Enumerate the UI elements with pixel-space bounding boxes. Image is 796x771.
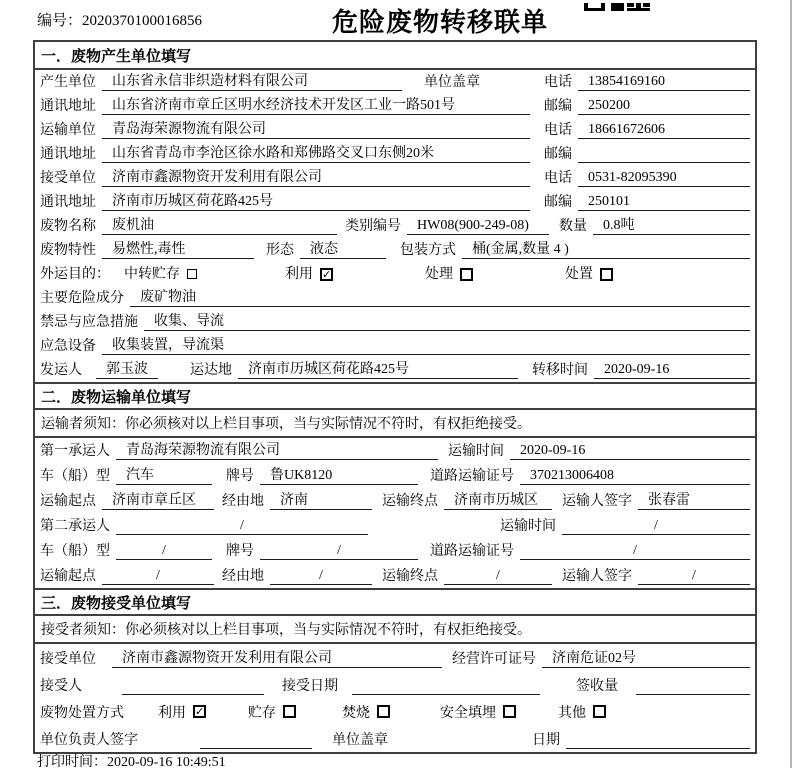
section-receiver (35, 588, 755, 752)
transporter-row (35, 118, 755, 142)
hazard-value: 废矿物油 (130, 286, 750, 307)
transfer-time-label: 转移时间 (532, 363, 588, 378)
page-title: 危险废物转移联单 (331, 8, 548, 37)
disposal-option-other: 其他 (558, 706, 586, 721)
zip-label: 邮编 (544, 147, 572, 162)
accepting-unit-row (35, 644, 755, 671)
purpose-label: 外运目的： (40, 267, 110, 282)
via-label: 经由地 (222, 569, 264, 584)
zip-label: 邮编 (544, 99, 572, 114)
form-value: 液态 (300, 238, 386, 259)
route2-row (35, 563, 755, 588)
accept-date-value (352, 694, 540, 695)
phone-label: 电话 (544, 171, 572, 186)
packing-label: 包装方式 (400, 243, 456, 258)
transport-time-label: 运输时间 (500, 519, 556, 534)
producer-value: 山东省永信非织造材料有限公司 (102, 70, 402, 91)
checkbox-disposal-other (593, 705, 606, 718)
transporter-address-value: 山东省青岛市李沧区徐水路和郑佛路交叉口东侧20米 (102, 142, 530, 163)
disposal-method-row (35, 698, 755, 725)
print-time: 打印时间：2020-09-16 10:49:51 (37, 755, 226, 770)
disposal-option-store: 贮存 (248, 706, 276, 721)
checkbox-use: ✓ (322, 267, 332, 281)
disposal-option-landfill: 安全填埋 (440, 706, 496, 721)
category-label: 类别编号 (345, 219, 401, 234)
checkbox-disposal-landfill (503, 705, 516, 718)
purpose-option-dispose: 处置 (565, 267, 593, 282)
disposal-option-incinerate: 焚烧 (342, 706, 370, 721)
endpoint2-value: / (444, 568, 552, 585)
zip-label: 邮编 (544, 195, 572, 210)
vehicle-type-label: 车（船）型 (40, 544, 110, 559)
receiver-row (35, 166, 755, 190)
receiver-address-value: 济南市历城区荷花路425号 (102, 190, 530, 211)
traits-label: 废物特性 (40, 243, 96, 258)
equipment-value: 收集装置，导流渠 (102, 334, 750, 355)
endpoint-label: 运输终点 (382, 494, 438, 509)
receiver-value: 济南市鑫源物资开发利用有限公司 (102, 166, 530, 187)
destination-value: 济南市历城区荷花路425号 (238, 358, 518, 379)
carrier2-value: / (116, 518, 368, 535)
acceptor-label: 接受人 (40, 679, 82, 694)
unit-seal-label: 单位盖章 (424, 75, 480, 90)
transport-time-label: 运输时间 (448, 444, 504, 459)
carrier2-label: 第二承运人 (40, 519, 110, 534)
checkbox-transfer-storage (187, 269, 197, 279)
taboo-measures-row (35, 310, 755, 334)
packing-value: 桶(金属,数量 4 ) (462, 238, 750, 259)
form-label: 形态 (266, 243, 294, 258)
transport-time2-value: / (562, 518, 750, 535)
receiver-address-row (35, 190, 755, 214)
via2-value: / (270, 568, 372, 585)
chief-signature-label: 单位负责人签字 (40, 733, 138, 748)
carrier2-row (35, 513, 755, 538)
emergency-equipment-row (35, 334, 755, 358)
transporter-address-row (35, 142, 755, 166)
producer-label: 产生单位 (40, 75, 96, 90)
origin-label: 运输起点 (40, 494, 96, 509)
accept-date-label: 接受日期 (282, 679, 338, 694)
checkbox-disposal-use: ✓ (195, 705, 205, 718)
carrier-sign-label: 运输人签字 (562, 494, 632, 509)
transporter-label: 运输单位 (40, 123, 96, 138)
accepting-unit-label: 接受单位 (40, 652, 96, 667)
phone-label: 电话 (544, 75, 572, 90)
carrier1-value: 青岛海荣源物流有限公司 (116, 439, 438, 460)
disposal-method-label: 废物处置方式 (40, 706, 124, 721)
address-label: 通讯地址 (40, 99, 96, 114)
chief-signature-value (200, 748, 312, 749)
transporter-phone-value: 18661672606 (578, 122, 750, 139)
vehicle1-value: 汽车 (116, 464, 212, 485)
taboo-value: 收集、导流 (144, 310, 750, 331)
purpose-option-treat: 处理 (425, 267, 453, 282)
via1-value: 济南 (270, 489, 372, 510)
page-edge-divider (790, 0, 792, 768)
road-license2-value: / (520, 543, 750, 560)
vehicle2-value: / (116, 543, 212, 560)
traits-value: 易燃性,毒性 (102, 238, 254, 259)
permit-label: 经营许可证号 (452, 652, 536, 667)
vehicle1-row (35, 463, 755, 488)
carrier2-sign-value: / (638, 568, 750, 585)
received-amount-label: 签收量 (576, 679, 618, 694)
destination-label: 运达地 (190, 363, 232, 378)
via-label: 经由地 (222, 494, 264, 509)
quantity-value: 0.8吨 (593, 214, 750, 235)
route1-row (35, 488, 755, 513)
producer-zip-value: 250200 (578, 98, 750, 115)
permit-value: 济南危证02号 (542, 647, 750, 668)
hazard-label: 主要危险成分 (40, 291, 124, 306)
unit-seal-label: 单位盖章 (332, 733, 388, 748)
accepting-unit-value: 济南市鑫源物资开发利用有限公司 (112, 647, 442, 668)
plate2-value: / (260, 543, 418, 560)
outbound-purpose-row (35, 262, 755, 286)
section2-header: 二．废物运输单位填写 (35, 382, 755, 410)
transporter-value: 青岛海荣源物流有限公司 (102, 118, 530, 139)
shipper-row (35, 358, 755, 382)
shipper-value: 郭玉波 (96, 358, 158, 379)
manifest-form (33, 40, 757, 754)
producer-address-row (35, 94, 755, 118)
origin1-value: 济南市章丘区 (102, 489, 214, 510)
phone-label: 电话 (544, 123, 572, 138)
hazard-components-row (35, 286, 755, 310)
section1-header: 一．废物产生单位填写 (35, 42, 755, 70)
checkbox-disposal-store (283, 705, 296, 718)
receiver-zip-value: 250101 (578, 194, 750, 211)
transport-time1-value: 2020-09-16 (510, 443, 750, 460)
disposal-option-use: 利用 (158, 706, 186, 721)
checkbox-dispose (600, 268, 613, 281)
road-license-label: 道路运输证号 (430, 469, 514, 484)
section-producer (35, 42, 755, 382)
qr-code-fragment-icon (584, 0, 650, 8)
road-license1-value: 370213006408 (520, 468, 750, 485)
section-transporter (35, 382, 755, 588)
date-value (566, 748, 750, 749)
checkbox-treat (460, 268, 473, 281)
carrier1-row (35, 438, 755, 463)
section3-header: 三．废物接受单位填写 (35, 588, 755, 616)
checkbox-disposal-incinerate (377, 705, 390, 718)
transfer-time-value: 2020-09-16 (594, 362, 750, 379)
acceptor-row (35, 671, 755, 698)
plate-label: 牌号 (226, 544, 254, 559)
quantity-label: 数量 (559, 219, 587, 234)
chief-signature-row (35, 725, 755, 752)
plate-label: 牌号 (226, 469, 254, 484)
acceptor-value (122, 694, 264, 695)
carrier1-sign-value: 张春雷 (638, 489, 750, 510)
address-label: 通讯地址 (40, 195, 96, 210)
waste-name-label: 废物名称 (40, 219, 96, 234)
taboo-label: 禁忌与应急措施 (40, 315, 138, 330)
category-value: HW08(900-249-08) (407, 218, 549, 235)
transporter-notice: 运输者须知：你必须核对以上栏目事项，当与实际情况不符时，有权拒绝接受。 (35, 410, 755, 438)
transporter-zip-value (578, 162, 750, 163)
vehicle2-row (35, 538, 755, 563)
receiver-phone-value: 0531-82095390 (578, 170, 750, 187)
road-license-label: 道路运输证号 (430, 544, 514, 559)
received-amount-value (636, 694, 750, 695)
equipment-label: 应急设备 (40, 339, 96, 354)
producer-phone-value: 13854169160 (578, 74, 750, 91)
endpoint1-value: 济南市历城区 (444, 489, 552, 510)
purpose-option-storage: 中转贮存 (124, 267, 180, 282)
producer-row (35, 70, 755, 94)
endpoint-label: 运输终点 (382, 569, 438, 584)
plate1-value: 鲁UK8120 (260, 464, 418, 485)
vehicle-type-label: 车（船）型 (40, 469, 110, 484)
date-label: 日期 (532, 733, 560, 748)
waste-name-value: 废机油 (102, 214, 337, 235)
origin2-value: / (102, 568, 214, 585)
receiver-notice: 接受者须知：你必须核对以上栏目事项，当与实际情况不符时，有权拒绝接受。 (35, 616, 755, 644)
waste-name-row (35, 214, 755, 238)
receiver-label: 接受单位 (40, 171, 96, 186)
serial-number: 编号：2020370100016856 (37, 13, 203, 29)
waste-traits-row (35, 238, 755, 262)
carrier-sign-label: 运输人签字 (562, 569, 632, 584)
origin-label: 运输起点 (40, 569, 96, 584)
producer-address-value: 山东省济南市章丘区明水经济技术开发区工业一路501号 (102, 94, 530, 115)
address-label: 通讯地址 (40, 147, 96, 162)
carrier1-label: 第一承运人 (40, 444, 110, 459)
purpose-option-use: 利用 (285, 267, 313, 282)
shipper-label: 发运人 (40, 363, 82, 378)
